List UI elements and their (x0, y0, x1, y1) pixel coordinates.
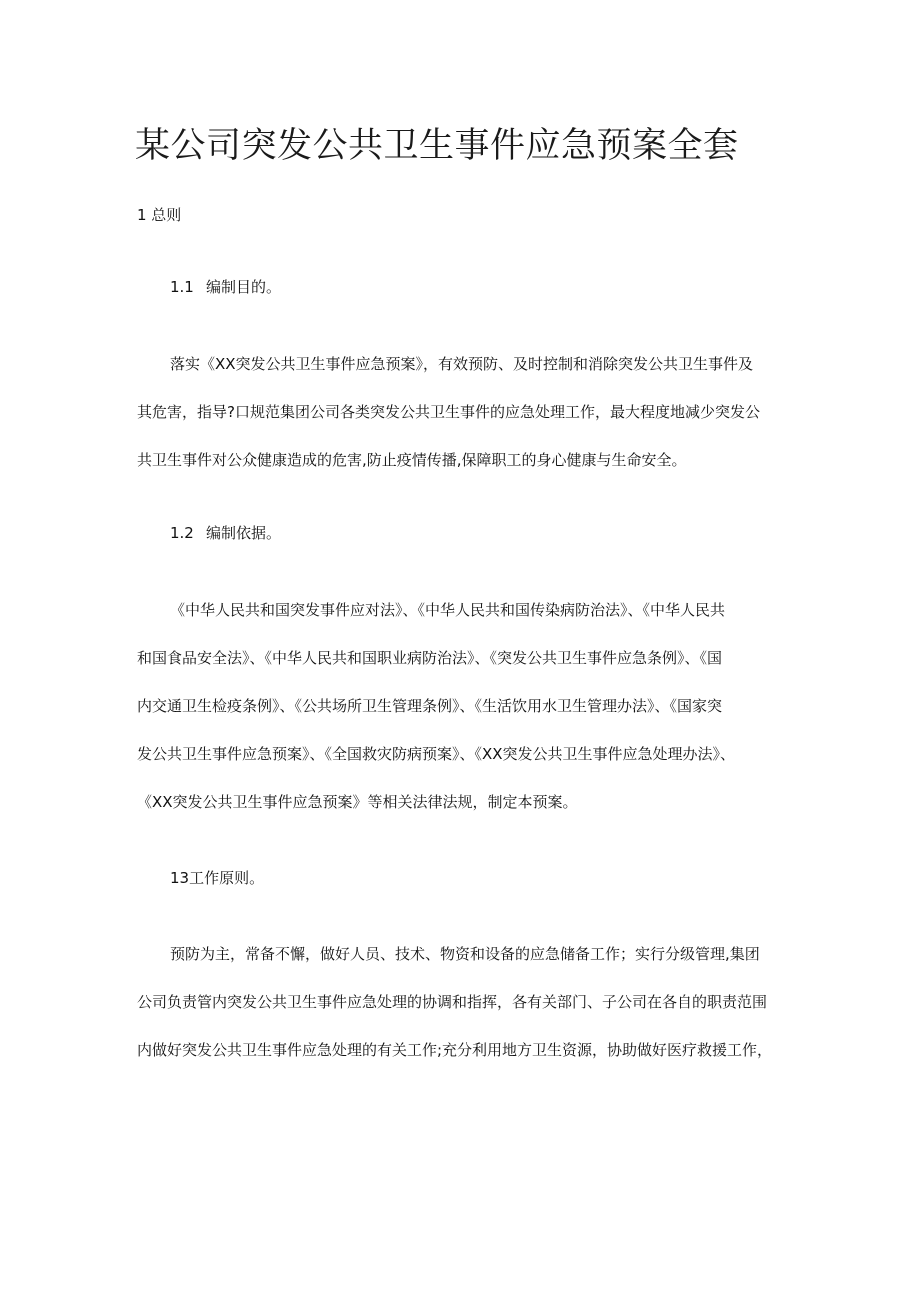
paragraph-line: 发公共卫生事件应急预案》、《全国救灾防病预案》、《XX突发公共卫生事件应急处理办法》、 (137, 745, 736, 763)
section-1-2-heading (170, 521, 281, 545)
paragraph-line: 内做好突发公共卫生事件应急处理的有关工作;充分利用地方卫生资源，协助做好医疗救援工作， (137, 1041, 773, 1059)
paragraph-line: 和国食品安全法》、《中华人民共和国职业病防治法》、《突发公共卫生事件应急条例》、《国 (137, 649, 723, 667)
section-1-heading: 1 总则 (137, 206, 182, 224)
paragraph-line: 落实《XX突发公共卫生事件应急预案》，有效预防、及时控制和消除突发公共卫生事件及 (170, 355, 754, 373)
section-1-3-heading: 13工作原则。 (170, 869, 265, 887)
paragraph-line: 《中华人民共和国突发事件应对法》、《中华人民共和国传染病防治法》、《中华人民共 (170, 601, 726, 619)
section-1-1-paragraph (137, 340, 787, 484)
section-1-1-title: 编制目的。 (206, 278, 282, 296)
section-1-1-heading (170, 275, 281, 299)
document-title: 某公司突发公共卫生事件应急预案全套 (135, 126, 739, 166)
section-1-2-number: 1.2 (170, 524, 194, 542)
section-1-2-title: 编制依据。 (206, 524, 282, 542)
paragraph-line: 预防为主，常备不懈，做好人员、技术、物资和设备的应急储备工作；实行分级管理,集团 (170, 945, 760, 963)
paragraph-line: 《XX突发公共卫生事件应急预案》等相关法律法规，制定本预案。 (137, 793, 578, 811)
section-1-3-paragraph (137, 930, 787, 1074)
paragraph-line: 公司负责管内突发公共卫生事件应急处理的协调和指挥，各有关部门、子公司在各自的职责范围 (137, 993, 768, 1011)
section-1-1-number: 1.1 (170, 278, 194, 296)
section-1-2-paragraph (137, 586, 787, 826)
paragraph-line: 其危害，指导?口规范集团公司各类突发公共卫生事件的应急处理工作，最大程度地减少突发公 (137, 403, 760, 421)
paragraph-line: 共卫生事件对公众健康造成的危害,防止疫情传播,保障职工的身心健康与生命安全。 (137, 451, 687, 469)
paragraph-line: 内交通卫生检疫条例》、《公共场所卫生管理条例》、《生活饮用水卫生管理办法》、《国家突 (137, 697, 723, 715)
